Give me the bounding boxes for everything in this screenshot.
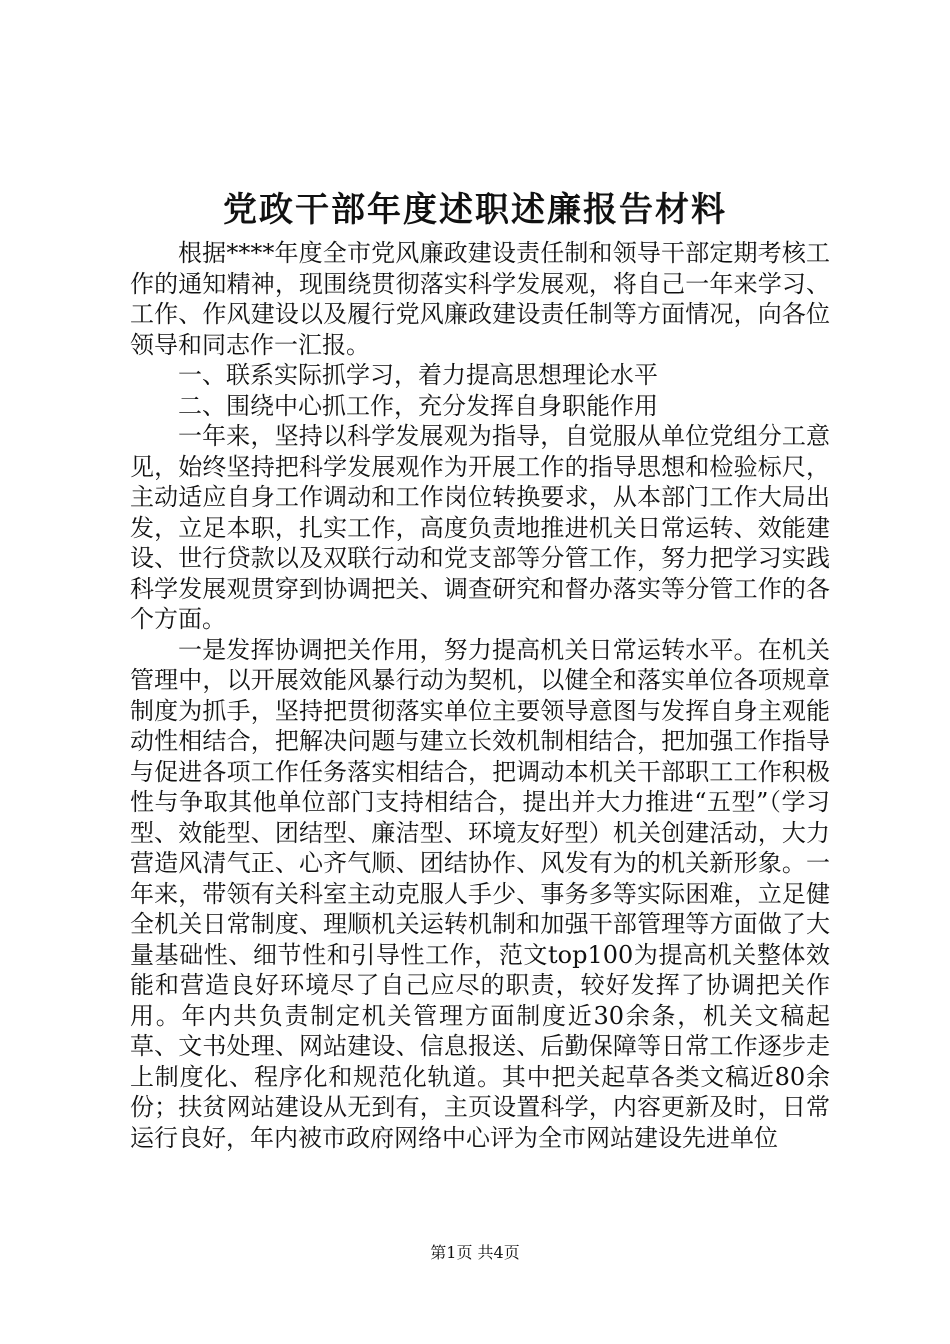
document-title: 党政干部年度述职述廉报告材料: [223, 190, 727, 230]
page-number: 第1页 共4页: [430, 1243, 520, 1262]
document-body: [130, 238, 830, 1153]
paragraph-intro: 根据****年度全市党风廉政建设责任制和领导干部定期考核工作的通知精神，现围绕贯彻落实科学发展观，将自己一年来学习、工作、作风建设以及履行党风廉政建设责任制等方面情况，向各位领导和同志作一汇报。: [130, 239, 830, 359]
section-heading-study: 一、联系实际抓学习，着力提高思想理论水平: [178, 361, 658, 389]
paragraph-work-overview: 一年来，坚持以科学发展观为指导，自觉服从单位党组分工意见，始终坚持把科学发展观作为开展工作的指导思想和检验标尺，主动适应自身工作调动和工作岗位转换要求，从本部门工作大局出发，立足本职，扎实工作，高度负责地推进机关日常运转、效能建设、世行贷款以及双联行动和党支部等分管工作，努力把学习实践科学发展观贯穿到协调把关、调查研究和督办落实等分管工作的各个方面。: [130, 422, 830, 633]
section-heading-work: 二、围绕中心抓工作，充分发挥自身职能作用: [178, 391, 658, 420]
paragraph-coordination: 一是发挥协调把关作用，努力提高机关日常运转水平。在机关管理中，以开展效能风暴行动为契机，以健全和落实单位各项规章制度为抓手，坚持把贯彻落实单位主要领导意图与发挥自身主观能动性相结合，把解决问题与建立长效机制相结合，把加强工作指导与促进各项工作任务落实相结合，把调动本机关干部职工工作积极性与争取其他单位部门支持相结合，提出并大力推进“五型”（学习型、效能型、团结型、廉洁型、环境友好型）机关创建活动，大力营造风清气正、心齐气顺、团结协作、风发有为的机关新形象。一年来，带领有关科室主动克服人手少、事务多等实际困难，立足健全机关日常制度、理顺机关运转机制和加强干部管理等方面做了大量基础性、细节性和引导性工作，范文top100为提高机关整体效能和营造良好环境尽了自己应尽的职责，较好发挥了协调把关作用。年内共负责制定机关管理方面制度近30余条，机关文稿起草、文书处理、网站建设、信息报送、后勤保障等日常工作逐步走上制度化、程序化和规范化轨道。其中把关起草各类文稿近80余份；扶贫网站建设从无到有，主页设置科学，内容更新及时，日常运行良好，年内被市政府网络中心评为全市网站建设先进单位: [130, 635, 830, 1152]
